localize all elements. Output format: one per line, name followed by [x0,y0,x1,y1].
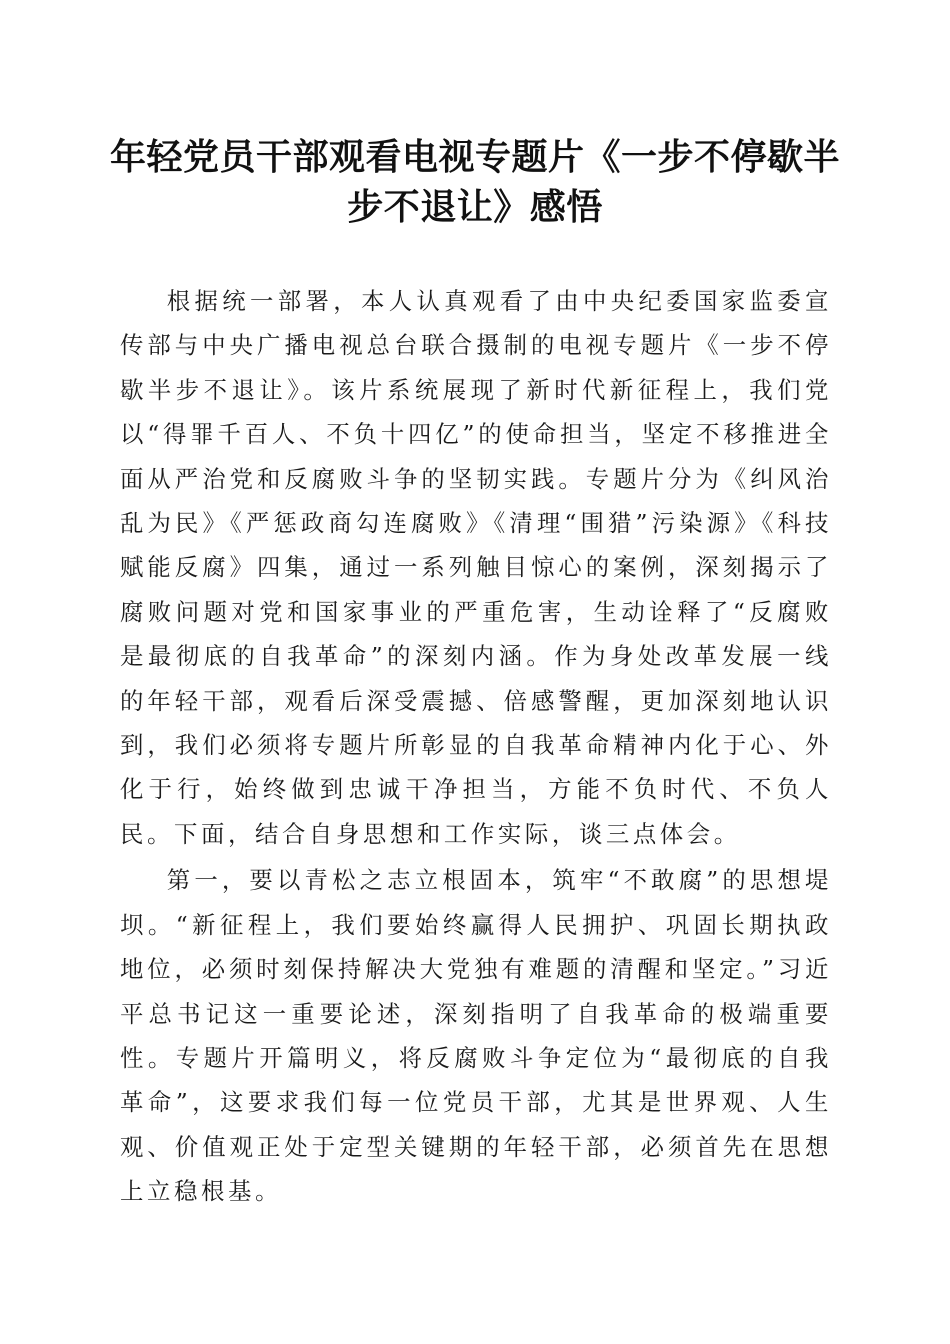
paragraph-lead: 第一，要以青松之志立根固本，筑牢“不敢腐”的思想堤坝。 [120,866,832,939]
paragraph-text: “新征程上，我们要始终赢得人民拥护、巩固长期执政地位，必须时刻保持解决大党独有难题的清醒和坚定。”习近平总书记这一重要论述，深刻指明了自我革命的极端重要性。专题片开篇明义，将反腐败斗争定位为“最彻底的自我革命”，这要求我们每一位党员干部，尤其是世界观、人生观、价值观正处于定型关键期的年轻干部，必须首先在思想上立稳根基。 [120,910,832,1206]
paragraph-intro [120,279,832,856]
paragraph-first-point [120,858,832,1213]
paragraph-text: 根据统一部署，本人认真观看了由中央纪委国家监委宣传部与中央广播电视总台联合摄制的电视专题片《一步不停歇半步不退让》。该片系统展现了新时代新征程上，我们党以“得罪千百人、不负十四亿”的使命担当，坚定不移推进全面从严治党和反腐败斗争的坚韧实践。专题片分为《纠风治乱为民》《严惩政商勾连腐败》《清理“围猎”污染源》《科技赋能反腐》四集，通过一系列触目惊心的案例，深刻揭示了腐败问题对党和国家事业的严重危害，生动诠释了“反腐败是最彻底的自我革命”的深刻内涵。作为身处改革发展一线的年轻干部，观看后深受震撼、倍感警醒，更加深刻地认识到，我们必须将专题片所彰显的自我革命精神内化于心、外化于行，始终做到忠诚干净担当，方能不负时代、不负人民。下面，结合自身思想和工作实际，谈三点体会。 [120,287,832,848]
document-title: 年轻党员干部观看电视专题片《一步不停歇半步不退让》感悟 [110,136,841,228]
document-body [120,279,832,1214]
